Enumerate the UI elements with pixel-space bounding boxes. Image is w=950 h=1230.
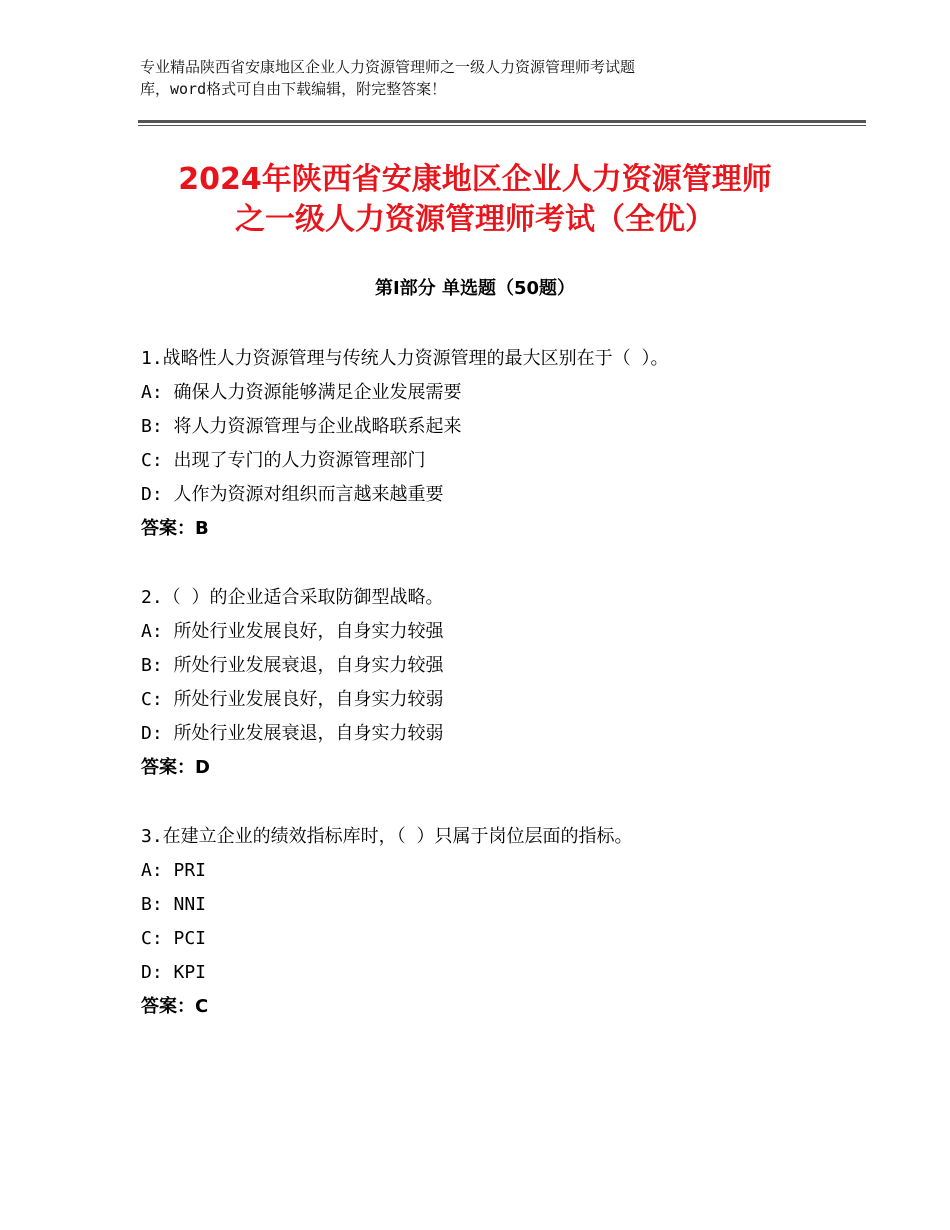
document-title-line-1: 2024年陕西省安康地区企业人力资源管理师 <box>178 162 772 197</box>
option-d: D: 所处行业发展衰退，自身实力较弱 <box>141 723 444 744</box>
header-divider-thick <box>138 120 866 123</box>
option-b: B: 将人力资源管理与企业战略联系起来 <box>141 416 462 437</box>
question-item <box>141 342 861 546</box>
option-b: B: 所处行业发展衰退，自身实力较强 <box>141 655 444 676</box>
header-note-line-1: 专业精品陕西省安康地区企业人力资源管理师之一级人力资源管理师考试题 <box>140 58 636 76</box>
option-a: A: 确保人力资源能够满足企业发展需要 <box>141 382 462 403</box>
option-c: C: 出现了专门的人力资源管理部门 <box>141 450 426 471</box>
option-d: D: KPI <box>141 962 207 983</box>
option-a: A: 所处行业发展良好，自身实力较强 <box>141 621 444 642</box>
header-note-line-2: 库，word格式可自由下载编辑，附完整答案！ <box>140 80 447 98</box>
question-stem: 1.战略性人力资源管理与传统人力资源管理的最大区别在于（ ）。 <box>141 348 669 369</box>
question-list <box>141 342 861 1059</box>
document-title <box>60 160 890 240</box>
section-title: 第Ⅰ部分 单选题（50题） <box>374 278 575 299</box>
option-c: C: PCI <box>141 928 207 949</box>
header-divider-thin <box>138 125 866 126</box>
answer-label: 答案：D <box>141 757 210 778</box>
question-stem: 3.在建立企业的绩效指标库时，（ ）只属于岗位层面的指标。 <box>141 826 633 847</box>
option-a: A: PRI <box>141 860 207 881</box>
document-header-note <box>140 56 780 100</box>
question-item <box>141 820 861 1024</box>
answer-label: 答案：B <box>141 518 209 539</box>
answer-label: 答案：C <box>141 996 209 1017</box>
document-title-line-2: 之一级人力资源管理师考试（全优） <box>235 202 715 237</box>
option-d: D: 人作为资源对组织而言越来越重要 <box>141 484 444 505</box>
option-b: B: NNI <box>141 894 207 915</box>
question-item <box>141 581 861 785</box>
option-c: C: 所处行业发展良好，自身实力较弱 <box>141 689 444 710</box>
question-stem: 2.（ ）的企业适合采取防御型战略。 <box>141 587 444 608</box>
